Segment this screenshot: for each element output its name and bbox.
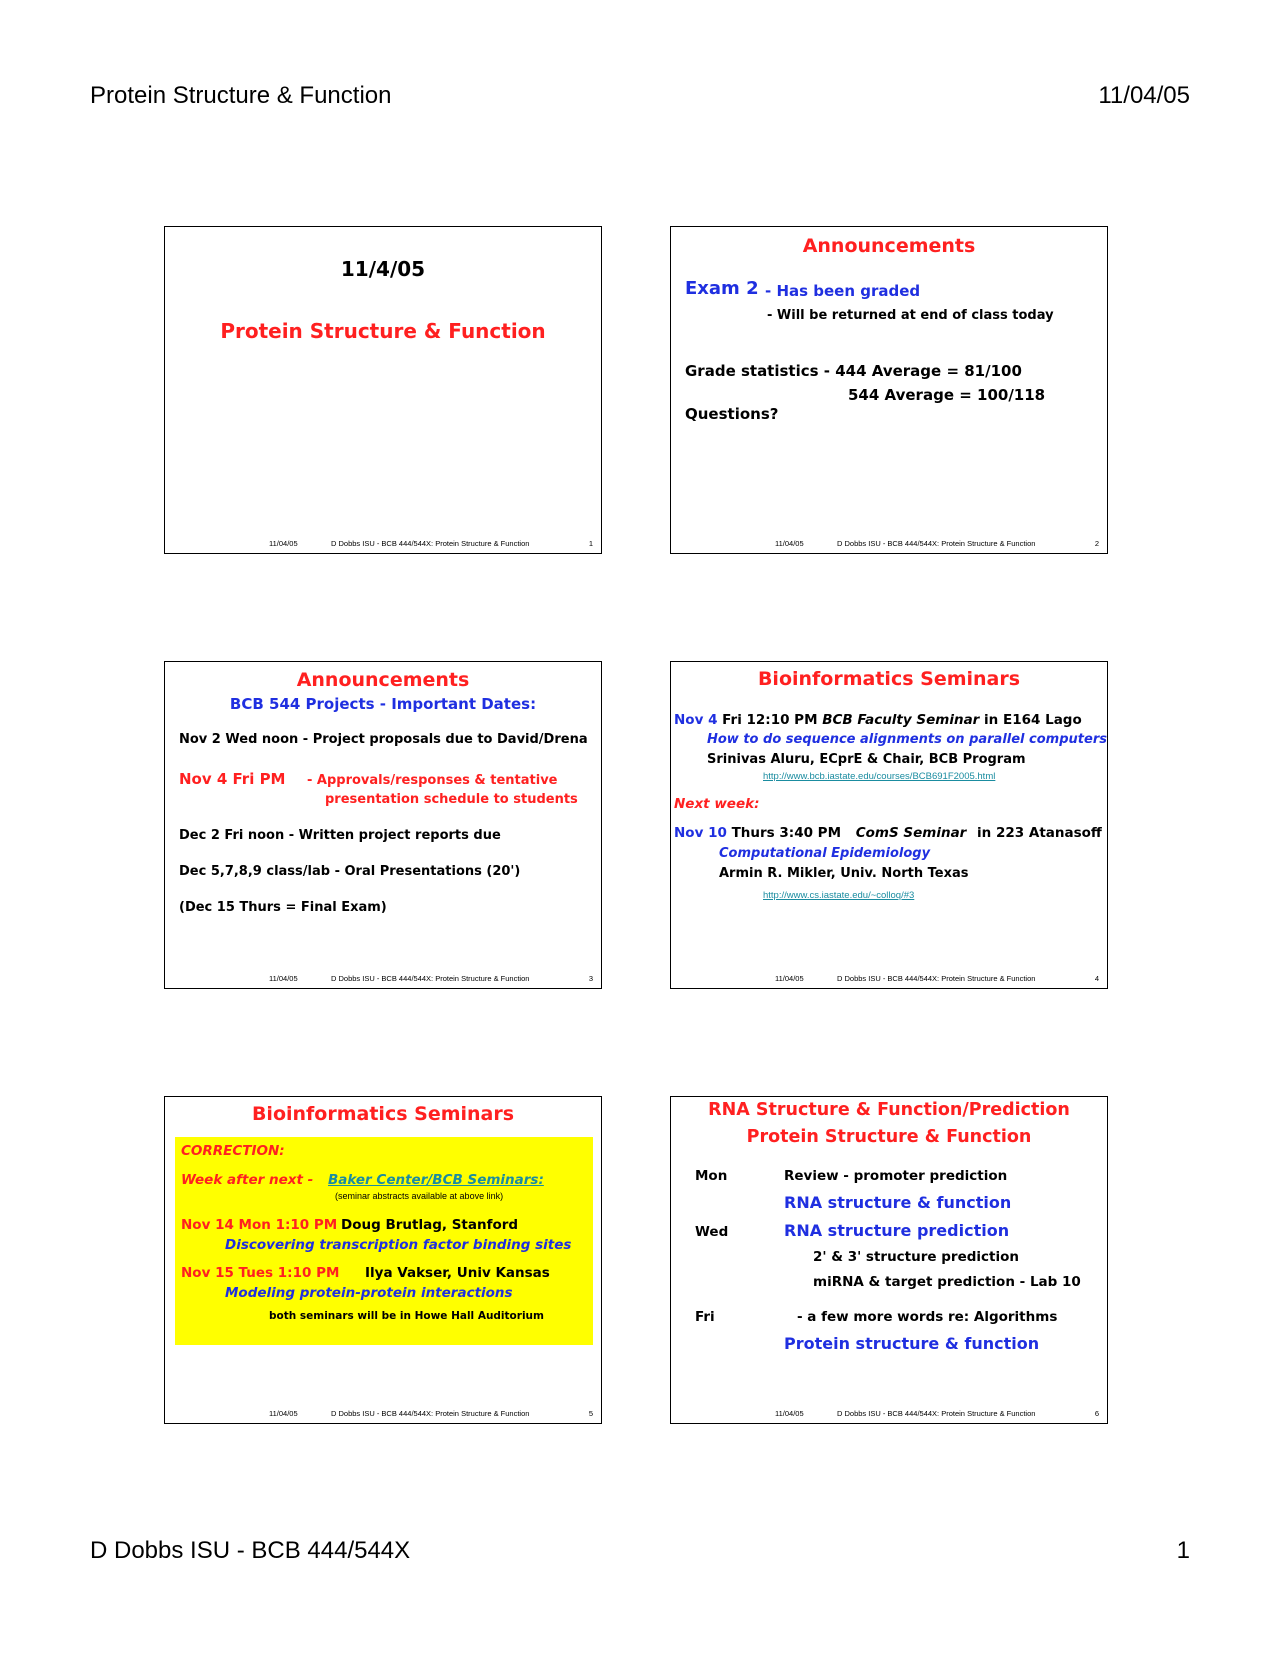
seminar-1-topic: How to do sequence alignments on parallel computers (707, 732, 1107, 747)
slide-footer-date: 11/04/05 (269, 974, 298, 983)
slide-footer (671, 539, 1107, 551)
slide-footer (671, 1409, 1107, 1421)
page-number: 1 (1176, 1537, 1190, 1564)
slide-title: Bioinformatics Seminars (251, 1103, 515, 1125)
date-line-approvals-text2: presentation schedule to students (325, 792, 578, 807)
date-line-proposals: Nov 2 Wed noon - Project proposals due to David/Drena (179, 732, 588, 747)
wed-item-structure: 2' & 3' structure prediction (813, 1249, 1020, 1265)
seminar-nov15-date: Nov 15 Tues 1:10 PM (181, 1265, 340, 1281)
page-footer-text: D Dobbs ISU - BCB 444/544X (90, 1537, 411, 1564)
correction-box (175, 1137, 593, 1345)
correction-label: CORRECTION: (181, 1143, 285, 1159)
seminar-nov14-date: Nov 14 Mon 1:10 PM (181, 1217, 338, 1233)
day-mon: Mon (695, 1168, 728, 1184)
fri-item-algorithms: - a few more words re: Algorithms (797, 1309, 1058, 1325)
questions: Questions? (685, 405, 779, 423)
slide-title: Bioinformatics Seminars (757, 668, 1021, 690)
slide-footer-text: D Dobbs ISU - BCB 444/544X: Protein Structure & Function (331, 539, 530, 548)
slide-title-line1: RNA Structure & Function/Prediction (708, 1100, 1070, 1120)
slide-footer-date: 11/04/05 (269, 1409, 298, 1418)
mon-item-rna: RNA structure & function (784, 1193, 1012, 1212)
slide-footer (165, 1409, 601, 1421)
wed-item-rna-prediction: RNA structure prediction (784, 1221, 1010, 1240)
seminar-nov14-speaker: Doug Brutlag, Stanford (341, 1217, 519, 1233)
exam-return-note: - Will be returned at end of class today (767, 308, 1054, 323)
slide-2 (670, 226, 1108, 554)
slide-4 (670, 661, 1108, 989)
slide-title: Announcements (802, 235, 976, 257)
slide-footer-date: 11/04/05 (775, 1409, 804, 1418)
seminar-nov15-speaker: Ilya Vakser, Univ Kansas (365, 1265, 550, 1281)
seminar-1-link[interactable]: http://www.bcb.iastate.edu/courses/BCB691F2005.html (763, 771, 996, 782)
exam-status: - Has been graded (765, 282, 921, 300)
next-week-label: Next week: (674, 796, 760, 812)
seminar-2-date: Nov 10 (674, 825, 727, 841)
seminar-nov15-topic: Modeling protein-protein interactions (225, 1285, 513, 1301)
slide-footer-text: D Dobbs ISU - BCB 444/544X: Protein Structure & Function (331, 1409, 530, 1418)
slide-number: 6 (1094, 1409, 1099, 1418)
slide-number: 4 (1094, 974, 1099, 983)
grade-statistics-444: Grade statistics - 444 Average = 81/100 (685, 362, 1022, 380)
slide-number: 3 (588, 974, 593, 983)
seminar-1-series: BCB Faculty Seminar (822, 712, 980, 728)
slide-1 (164, 226, 602, 554)
slide-footer-text: D Dobbs ISU - BCB 444/544X: Protein Structure & Function (837, 539, 1036, 548)
fri-item-protein: Protein structure & function (784, 1334, 1040, 1353)
slide-footer (165, 539, 601, 551)
exam-label: Exam 2 (685, 278, 759, 299)
slide-title-line2: Protein Structure & Function (746, 1127, 1032, 1147)
date-line-reports: Dec 2 Fri noon - Written project reports due (179, 828, 501, 843)
slide-footer-date: 11/04/05 (775, 974, 804, 983)
seminar-nov14-topic: Discovering transcription factor binding sites (225, 1237, 572, 1253)
date-line-final-exam: (Dec 15 Thurs = Final Exam) (179, 900, 387, 915)
slide-number: 5 (588, 1409, 593, 1418)
baker-center-link[interactable]: Baker Center/BCB Seminars: (328, 1172, 544, 1188)
slide-3 (164, 661, 602, 989)
seminar-1-location: in E164 Lago (984, 712, 1082, 728)
slide-footer-text: D Dobbs ISU - BCB 444/544X: Protein Structure & Function (837, 1409, 1036, 1418)
slide-footer-text: D Dobbs ISU - BCB 444/544X: Protein Structure & Function (837, 974, 1036, 983)
slide-6 (670, 1096, 1108, 1424)
slide-footer (671, 974, 1107, 986)
seminar-2-link[interactable]: http://www.cs.iastate.edu/~colloq/#3 (763, 890, 915, 901)
day-wed: Wed (695, 1224, 729, 1240)
slide-title: Announcements (296, 669, 470, 691)
seminar-1-line (674, 712, 1082, 728)
wed-item-mirna: miRNA & target prediction - Lab 10 (813, 1274, 1081, 1290)
date-line-approvals-text: - Approvals/responses & tentative (307, 773, 558, 788)
seminar-2-location: in 223 Atanasoff (977, 825, 1102, 841)
seminar-2-topic: Computational Epidemiology (719, 846, 931, 861)
slide-subtitle: BCB 544 Projects - Important Dates: (229, 695, 537, 713)
week-after-next: Week after next - (181, 1172, 314, 1188)
date-line-approvals-date: Nov 4 Fri PM (179, 770, 286, 788)
mon-item-review: Review - promoter prediction (784, 1168, 1008, 1184)
seminar-1-speaker: Srinivas Aluru, ECprE & Chair, BCB Program (707, 752, 1026, 767)
slide-5 (164, 1096, 602, 1424)
page-header-date: 11/04/05 (1098, 82, 1190, 109)
seminar-2-speaker: Armin R. Mikler, Univ. North Texas (719, 866, 969, 881)
grade-statistics-544: 544 Average = 100/118 (848, 386, 1046, 404)
slide-title: Protein Structure & Function (220, 319, 546, 343)
page-header-title: Protein Structure & Function (90, 82, 392, 109)
seminar-location-note: both seminars will be in Howe Hall Auditorium (269, 1310, 544, 1322)
slide-date-title: 11/4/05 (340, 257, 426, 281)
date-line-presentations: Dec 5,7,8,9 class/lab - Oral Presentations (20') (179, 864, 521, 879)
abstracts-note: (seminar abstracts available at above link) (335, 1191, 504, 1201)
seminar-2-line (674, 825, 1102, 841)
seminar-1-date: Nov 4 (674, 712, 718, 728)
slide-footer-date: 11/04/05 (269, 539, 298, 548)
slide-number: 2 (1094, 539, 1099, 548)
slide-number: 1 (588, 539, 593, 548)
day-fri: Fri (695, 1309, 715, 1325)
slide-footer-date: 11/04/05 (775, 539, 804, 548)
seminar-1-time: Fri 12:10 PM (722, 712, 818, 728)
slide-footer-text: D Dobbs ISU - BCB 444/544X: Protein Structure & Function (331, 974, 530, 983)
slide-footer (165, 974, 601, 986)
seminar-2-series: ComS Seminar (855, 825, 967, 841)
seminar-2-time: Thurs 3:40 PM (731, 825, 842, 841)
